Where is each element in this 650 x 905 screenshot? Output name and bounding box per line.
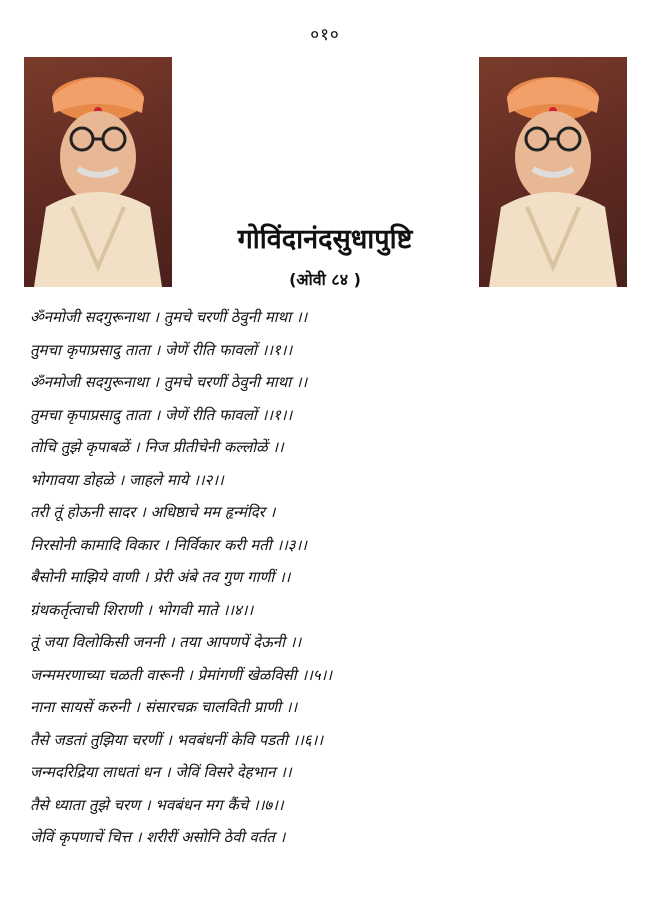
verse-line: तुमचा कृपाप्रसादु ताता । जेणें रीति फावलों ।।१।। [30, 405, 293, 424]
verse-line: ॐनमोजी सदगुरूनाथा । तुमचे चरणीं ठेवुनी माथा ।। [30, 373, 308, 391]
verse-line: तैसे जडतां तुझिया चरणीं । भवबंधनीं केवि पडती ।।६।। [30, 730, 324, 749]
verse-line: तरी तूं होऊनी सादर । अधिष्ठाचे मम हृन्मंदिर । [30, 503, 276, 521]
page-title: गोविंदानंदसुधापुष्टि [237, 224, 413, 255]
verse-list [30, 306, 630, 859]
verse-line: जन्मदरिद्रिया लाधतां धन । जेविं विसरे देहभान ।। [30, 763, 292, 781]
verse-line: तैसे ध्याता तुझे चरण । भवबंधन मग कैंचे ।।७।। [30, 795, 284, 814]
verse-line: ॐनमोजी सदगुरूनाथा । तुमचे चरणीं ठेवुनी माथा ।। [30, 308, 308, 326]
verse-line: निरसोनी कामादि विकार । निर्विकार करी मती ।।३।। [30, 535, 307, 554]
verse-line: भोगावया डोहळे । जाहले माये ।।२।। [30, 470, 224, 489]
verse-line: तूं जया विलोकिसी जननी । तया आपणपें देऊनी ।। [30, 633, 302, 651]
page-number: ०१० [310, 25, 340, 45]
verse-line: तोचि तुझे कृपाबळें । निज प्रीतीचेनी कल्लोळें ।। [30, 438, 284, 456]
verse-line: ग्रंथकर्तृत्वाची शिराणी । भोगवी माते ।।४।। [30, 600, 254, 619]
page-subtitle: (ओवी ८४ ) [289, 270, 361, 289]
verse-line: तुमचा कृपाप्रसादु ताता । जेणें रीति फावलों ।।१।। [30, 340, 293, 359]
verse-line: नाना सायसें करुनी । संसारचक्र चालविती प्राणी ।। [30, 698, 298, 716]
verse-line: जन्ममरणाच्या चळती वारूनी । प्रेमांगणीं खेळविसी ।।५।। [30, 665, 333, 684]
verse-line: बैसोनी माझिये वाणी । प्रेरी अंबे तव गुण गाणीं ।। [30, 568, 291, 586]
verse-line: जेविं कृपणाचें चित्त । शरीरीं असोनि ठेवी वर्तत । [30, 828, 286, 846]
